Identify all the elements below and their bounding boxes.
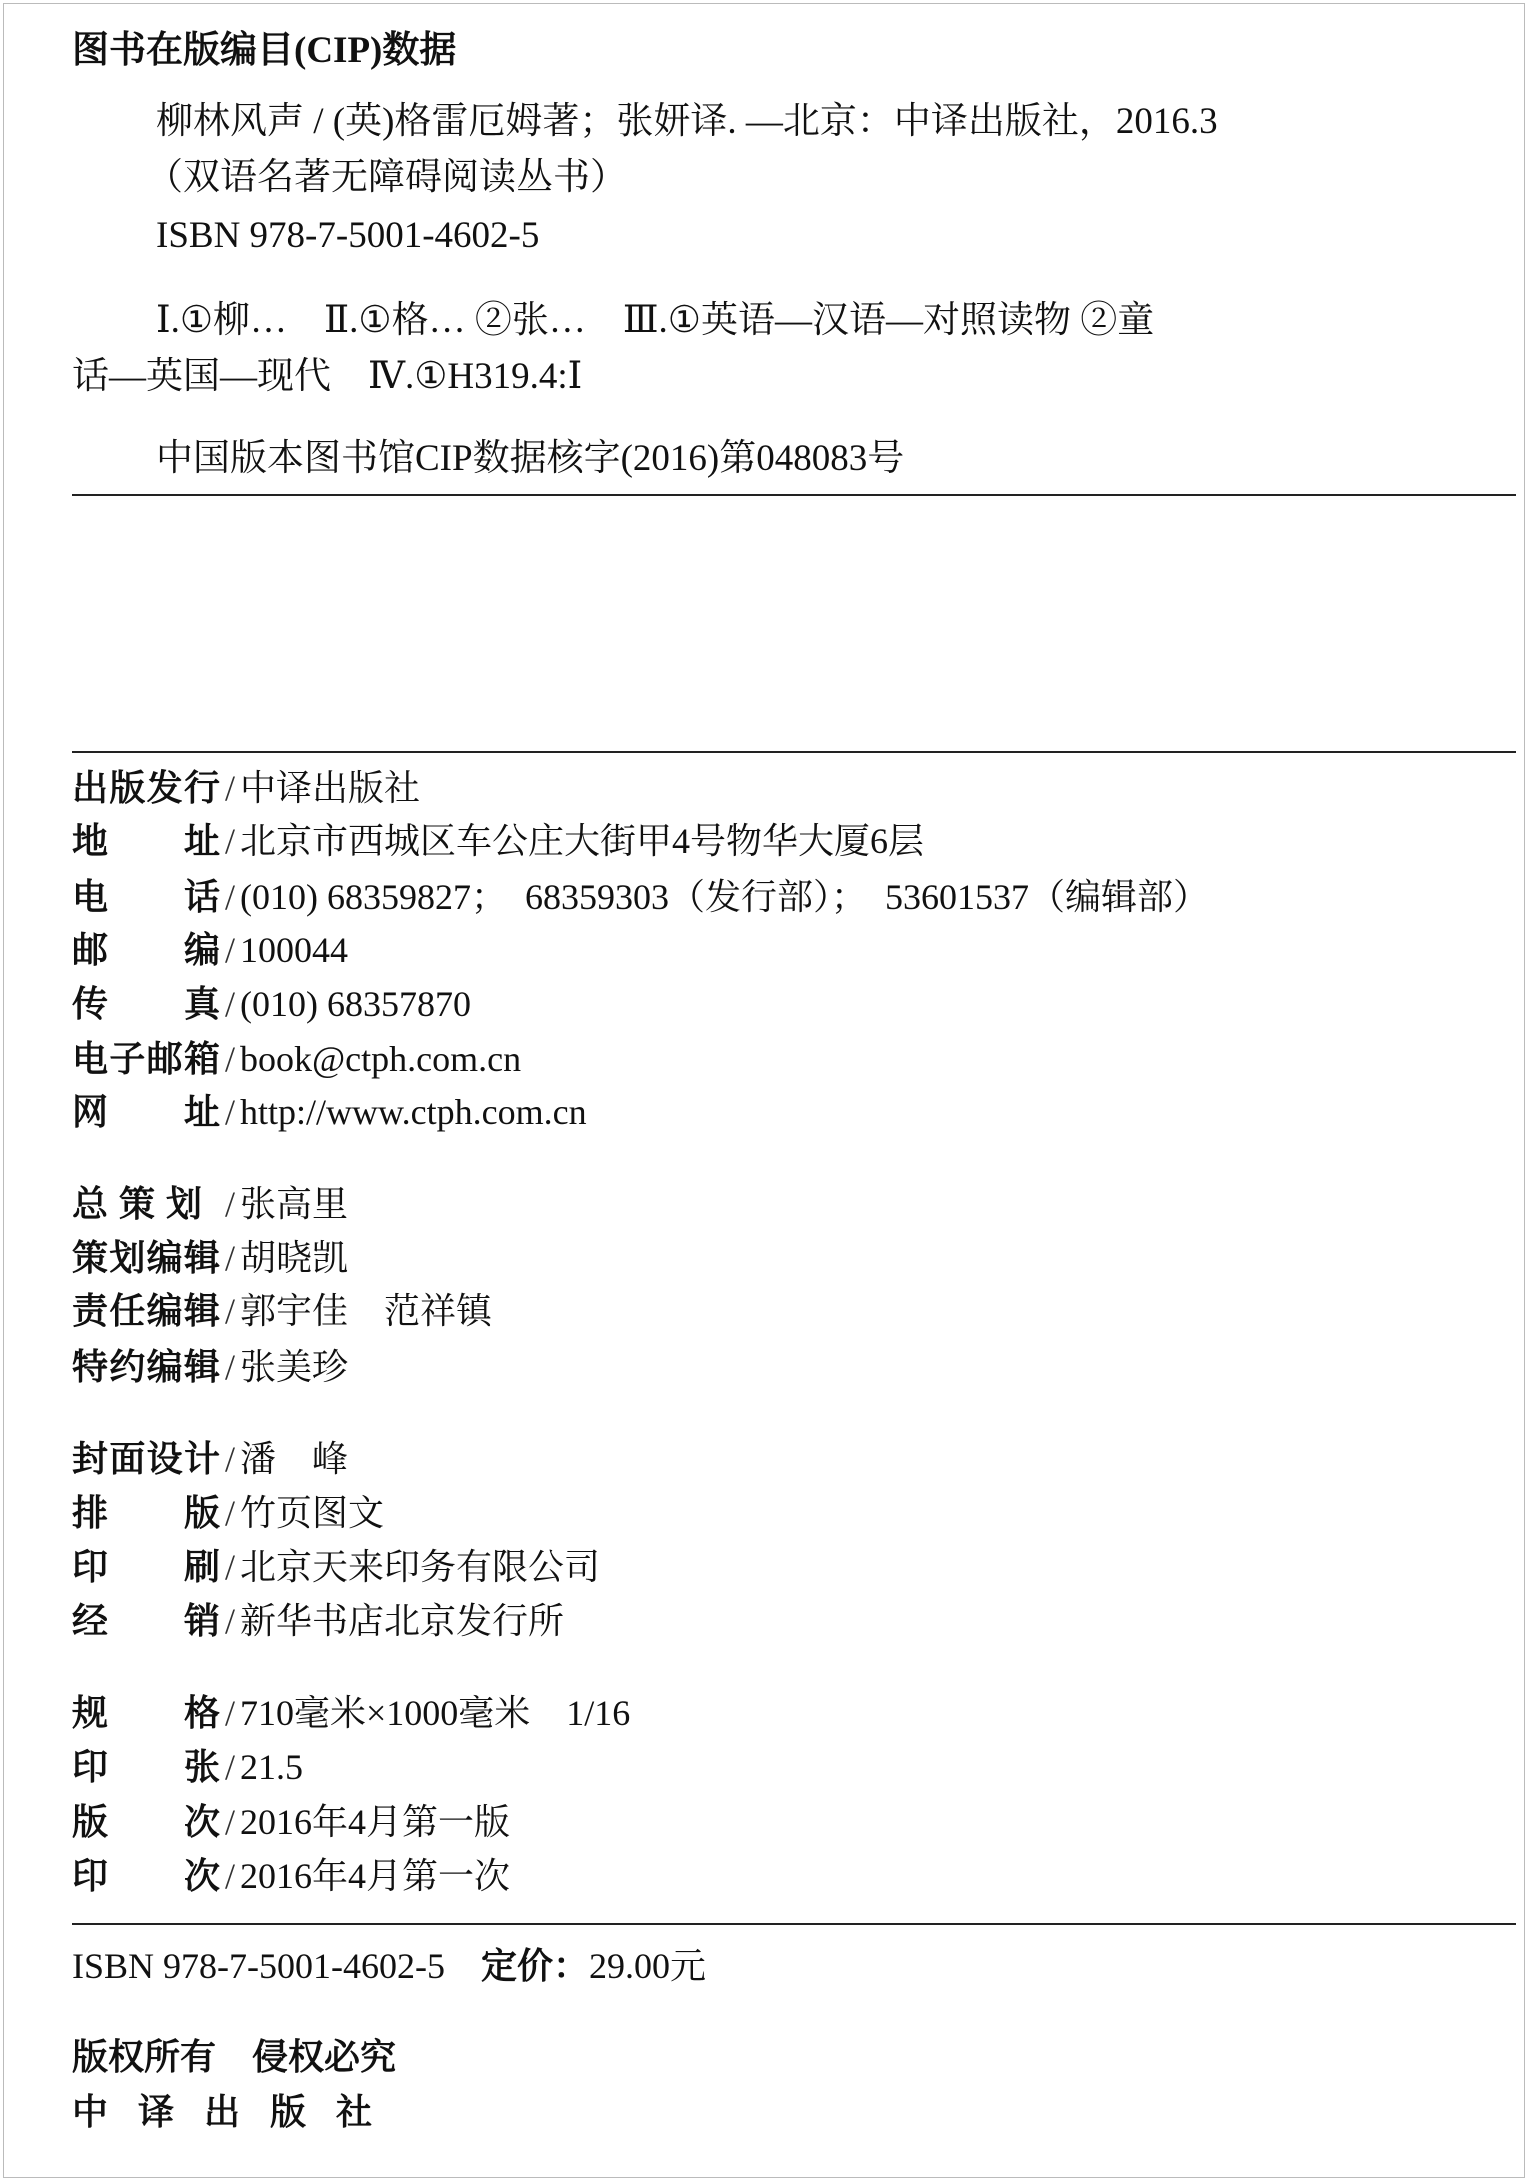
info-label: 传真 xyxy=(72,984,220,1024)
spec-row xyxy=(72,1854,510,1898)
info-label: 电子邮箱 xyxy=(72,1039,220,1079)
info-label: 责任编辑 xyxy=(72,1291,220,1331)
info-label: 特约编辑 xyxy=(72,1347,220,1387)
separator: / xyxy=(224,1184,235,1224)
info-value: 中译出版社 xyxy=(240,768,421,808)
email-value: book@ctph.com.cn xyxy=(240,1039,522,1079)
separator: / xyxy=(224,1547,235,1587)
price-label: 定价： xyxy=(480,1946,589,1986)
info-value: (010) 68359827； 68359303（发行部）； 53601537（编辑部） xyxy=(240,877,1209,917)
cip-heading: 图书在版编目(CIP)数据 xyxy=(72,30,457,71)
separator: / xyxy=(224,1291,235,1331)
info-row xyxy=(72,982,471,1026)
info-label: 印次 xyxy=(72,1856,220,1896)
info-label: 版次 xyxy=(72,1802,220,1842)
info-value: 710毫米×1000毫米 1/16 xyxy=(240,1693,631,1733)
spec-row xyxy=(72,1745,303,1789)
info-label: 策划编辑 xyxy=(72,1238,220,1278)
spec-row xyxy=(72,1691,630,1735)
separator: / xyxy=(224,1493,235,1533)
separator: / xyxy=(224,877,235,917)
info-value: (010) 68357870 xyxy=(240,984,471,1024)
editor-row xyxy=(72,1236,348,1280)
production-row xyxy=(72,1437,348,1481)
publisher-name: 中译出版社 xyxy=(72,2092,403,2132)
info-value: 胡晓凯 xyxy=(240,1238,349,1278)
separator: / xyxy=(224,1439,235,1479)
info-label: 网址 xyxy=(72,1092,220,1132)
production-row xyxy=(72,1545,600,1589)
info-label: 地址 xyxy=(72,821,220,861)
separator: / xyxy=(224,1092,235,1132)
cip-record-number: 中国版本图书馆CIP数据核字(2016)第048083号 xyxy=(156,438,905,479)
separator: / xyxy=(224,984,235,1024)
separator: / xyxy=(224,768,235,808)
info-value: 2016年4月第一次 xyxy=(240,1856,511,1896)
info-value: 张高里 xyxy=(240,1184,349,1224)
info-row xyxy=(72,875,1209,919)
info-label: 经销 xyxy=(72,1601,220,1641)
info-value: 竹页图文 xyxy=(240,1493,385,1533)
separator: / xyxy=(224,1802,235,1842)
separator: / xyxy=(224,1601,235,1641)
info-value: 新华书店北京发行所 xyxy=(240,1601,565,1641)
info-label: 邮编 xyxy=(72,930,220,970)
separator: / xyxy=(224,1693,235,1733)
cip-classification-2: 话—英国—现代 Ⅳ.①H319.4:Ⅰ xyxy=(72,356,583,397)
divider xyxy=(72,1923,1516,1925)
isbn-price-row xyxy=(72,1944,706,1988)
footer-isbn: ISBN 978-7-5001-4602-5 xyxy=(72,1946,445,1986)
info-value: 100044 xyxy=(240,930,348,970)
editor-row xyxy=(72,1182,348,1226)
info-label: 印张 xyxy=(72,1747,220,1787)
info-label: 电话 xyxy=(72,877,220,917)
divider xyxy=(72,751,1516,753)
info-row xyxy=(72,1090,587,1134)
separator: / xyxy=(224,1039,235,1079)
cip-title-line: 柳林风声 / (英)格雷厄姆著；张妍译. —北京：中译出版社，2016.3 xyxy=(156,101,1218,142)
separator: / xyxy=(224,1856,235,1896)
info-label: 印刷 xyxy=(72,1547,220,1587)
info-value: 北京天来印务有限公司 xyxy=(240,1547,601,1587)
info-value: 北京市西城区车公庄大街甲4号物华大厦6层 xyxy=(240,821,925,861)
separator: / xyxy=(224,1347,235,1387)
info-value: 潘 峰 xyxy=(240,1439,349,1479)
info-label: 总策划 xyxy=(72,1184,202,1224)
info-row xyxy=(72,819,924,863)
production-row xyxy=(72,1491,384,1535)
info-row xyxy=(72,766,420,810)
production-row xyxy=(72,1599,564,1643)
info-value: 21.5 xyxy=(240,1747,303,1787)
info-value: 张美珍 xyxy=(240,1347,349,1387)
info-row xyxy=(72,928,348,972)
info-label: 排版 xyxy=(72,1493,220,1533)
separator: / xyxy=(224,1238,235,1278)
info-value: 郭宇佳 范祥镇 xyxy=(240,1291,493,1331)
divider xyxy=(72,494,1516,496)
website-value: http://www.ctph.com.cn xyxy=(240,1092,587,1132)
editor-row xyxy=(72,1289,492,1333)
cip-classification-1: Ⅰ.①柳… Ⅱ.①格… ②张… Ⅲ.①英语—汉语—对照读物 ②童 xyxy=(156,300,1155,341)
info-label: 规格 xyxy=(72,1693,220,1733)
cip-isbn: ISBN 978-7-5001-4602-5 xyxy=(156,215,540,256)
copyright-notice: 版权所有 侵权必究 xyxy=(72,2037,397,2077)
info-value: 2016年4月第一版 xyxy=(240,1802,511,1842)
spec-row xyxy=(72,1800,510,1844)
editor-row xyxy=(72,1345,348,1389)
separator: / xyxy=(224,1747,235,1787)
price-value: 29.00元 xyxy=(589,1946,707,1986)
separator: / xyxy=(224,930,235,970)
separator: / xyxy=(224,821,235,861)
info-row xyxy=(72,1037,521,1081)
cip-series: （双语名著无障碍阅读丛书） xyxy=(146,157,627,198)
info-label: 出版发行 xyxy=(72,768,220,808)
info-label: 封面设计 xyxy=(72,1439,220,1479)
